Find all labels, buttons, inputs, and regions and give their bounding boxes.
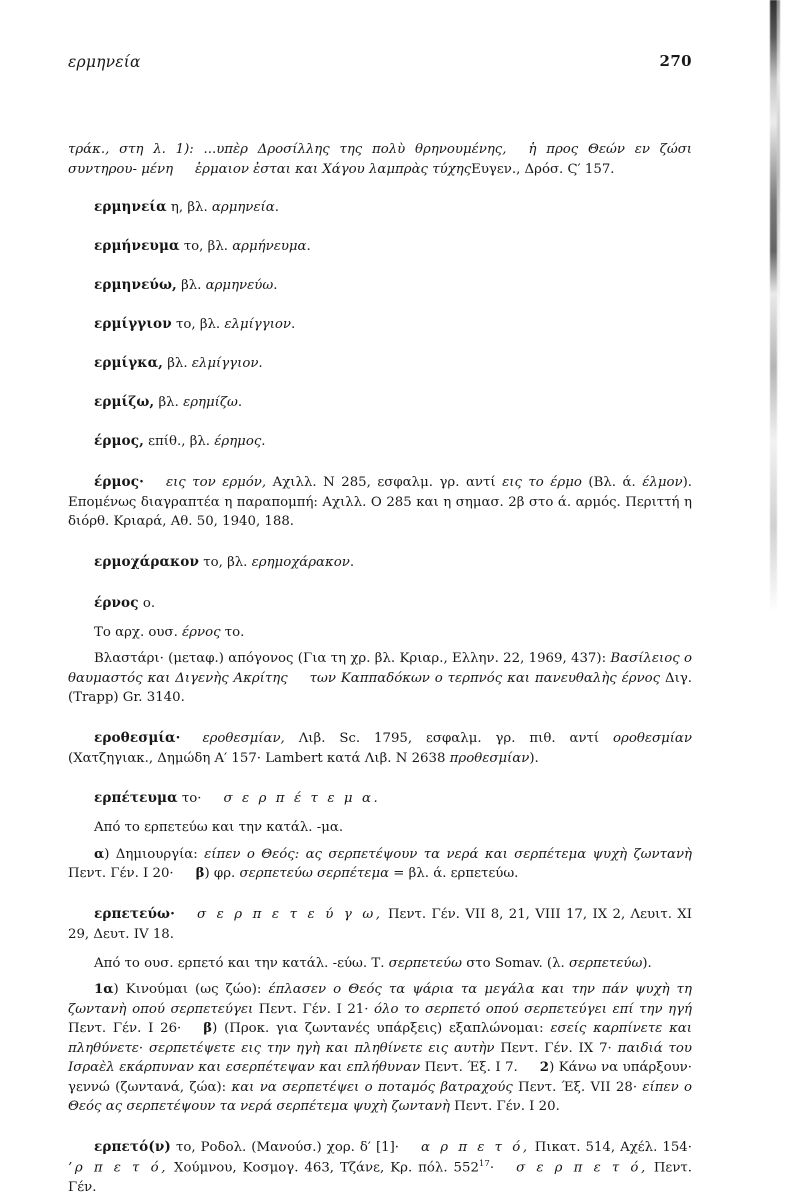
erpetevma-etymology (68, 818, 692, 838)
source-reference: Πεντ. Γέν. Ι 26· (68, 1021, 182, 1037)
cross-reference: αρμηνεύω (205, 278, 274, 293)
quotation: και να σερπετέψει ο ποταμός βατραχούς (231, 1079, 513, 1095)
definition-text: Βλαστάρι· (μεταφ.) απόγονος (Για τη χρ. βλ. Κριαρ., Ελλην. 22, 1969, 437): (94, 651, 611, 667)
cross-reference: ερημίζω (183, 394, 238, 410)
sense-2-text: ) Κάνω να υπάρξουν· γεννώ (ζωντανά, ζώα): (68, 1060, 692, 1095)
quotation: Βασίλειος ο θαυμαστός και Διγενὴς Ακρίτης (68, 651, 692, 686)
etymology-text: Από το ουσ. ερπετό και την κατάλ. -εύω. Τ. (94, 955, 389, 971)
lemma: εροθεσμία· (94, 729, 181, 746)
sense-marker-b: β (195, 866, 205, 882)
sense-marker-1b: β (203, 1021, 213, 1037)
erpetevo-senses (68, 980, 692, 1117)
variant-form: σερπετεύω (388, 955, 462, 971)
spaced-variant-1: α ρ π ε τ ό, (421, 1139, 530, 1155)
entry-ermiggion (68, 315, 692, 335)
intro-line-1-cont: ἡ προς Θεών εν ζώσι συντηρου- (68, 142, 693, 177)
running-head-word: ερμηνεία (68, 53, 141, 71)
ernos-definition (68, 649, 692, 708)
parenthetical-close: ). (682, 474, 692, 490)
sense-b-reference: = βλ. ά. ερπετεύω. (389, 866, 519, 882)
source-reference: Διγ. (Trapp) Gr. 3140. (68, 670, 692, 706)
lemma: ερπετεύω· (94, 906, 175, 922)
etymon: έρνος (182, 624, 221, 640)
phrase-quotation: σερπετεύω σερπέτεμα (239, 866, 390, 882)
cross-reference: έλμον (642, 474, 683, 490)
sense-marker-2: 2 (539, 1060, 550, 1076)
source-reference-end: · (489, 1160, 495, 1176)
source-reference: Χούμνου, Κοσμογ. 463, Τζάνε, Κρ. πόλ. 552 (168, 1160, 479, 1176)
etymology-tail: ). (642, 955, 652, 971)
intro-paragraph (68, 140, 692, 179)
page-content (68, 0, 692, 1197)
etymology-text-2: στο Somav. (λ. (461, 955, 569, 971)
entry-body: ο. (142, 595, 156, 611)
spaced-variant-3: σ ε ρ π ε τ ό, (516, 1160, 648, 1176)
entry-ermos (68, 473, 692, 532)
editorial-note: Επομένως διαγραπτέα η παραπομπή: Αχιλλ. Ο 285 και η σημασ. 2β στο ά. αρμός. Περιττή η διόρθ. Κριαρά, Αθ. 50, 1940, 188. (68, 494, 692, 530)
entry-tail: . (274, 200, 279, 216)
intro-line-2-b: ἑρμαιον ἐσται και Χάγου λαμπρὰς τύχης (195, 161, 472, 177)
quotation: οροθεσμίαν (613, 730, 692, 746)
quotation: εις το έρμο (502, 474, 582, 490)
cross-reference: αρμήνευμα (232, 239, 307, 255)
running-head (68, 0, 692, 98)
sense-marker-a: α (94, 846, 105, 862)
lemma: ερμίγκα, (94, 354, 163, 371)
entry-tail: . (273, 278, 278, 293)
spaced-variant: σ ε ρ π ε τ ε ύ γ ω, (196, 907, 383, 922)
lemma: ερμίζω, (94, 393, 155, 410)
lemma: έρμος· (94, 473, 144, 490)
intro-line-2-a: μένη (141, 161, 174, 177)
source-reference: Πεντ. Έξ. VII 28· (512, 1079, 643, 1095)
entry-ernos (68, 594, 692, 614)
entry-body: επίθ., βλ. (143, 433, 215, 449)
lemma: ερμηνεύω, (94, 277, 177, 293)
etymology-tail: το. (220, 624, 245, 640)
quotation: εροθεσμίαν, (202, 730, 285, 746)
etymology-text: Από το ερπετεύω και την κατάλ. -μα. (94, 820, 344, 836)
source-reference: Πεντ. Έξ. Ι 7. (420, 1060, 518, 1076)
page-number: 270 (659, 52, 692, 70)
lemma: ερπετό(ν) (94, 1138, 171, 1155)
entry-body: βλ. (176, 278, 206, 293)
source-reference: Πεντ. Γέν. VII 8, 21, VIII 17, IX 2, Λευιτ. XI 29, Δευτ. IV 18. (68, 907, 692, 942)
cross-reference: ελμίγγιον (191, 355, 259, 371)
source-reference: Πεντ. Γέν. Ι 20· (68, 866, 174, 882)
etymology-text: Το αρχ. ουσ. (94, 624, 183, 640)
entry-erpetevma (68, 789, 692, 809)
entry-ermigka (68, 354, 692, 374)
intro-line-1: τράκ., στη λ. 1): ...υπὲρ Δροσίλλης της πολὺ θρηνουμένης, (68, 142, 507, 157)
entry-erpeton (68, 1138, 692, 1197)
source-reference: Πεντ. Γέν. ΙΧ 7· (494, 1040, 618, 1056)
erpetevo-etymology (68, 954, 692, 974)
source-reference: Πεντ. Γέν. (68, 1160, 692, 1195)
entry-ermineuma (68, 237, 692, 257)
source-reference: Αχιλλ. Ν 285, εσφαλμ. γρ. αντί (266, 474, 503, 490)
sense-marker-1a: 1α (94, 982, 114, 998)
quotation: παιδιά του Ισραὲλ εκάρπυναν και εσερπέτεψαν και επλήθυναν (68, 1040, 692, 1076)
source-reference: Πεντ. Γέν. Ι 20. (449, 1099, 560, 1115)
cross-reference: ερημοχάρακον (251, 554, 350, 570)
entry-ermineia (68, 198, 692, 218)
entry-tail: . (291, 316, 296, 332)
entry-ermineuo (68, 276, 692, 296)
entry-ermizo (68, 393, 692, 413)
spaced-variant: σ ε ρ π έ τ ε μ α. (223, 791, 381, 807)
quotation-cont: των Καππαδόκων ο τερπνός και πανευθαλὴς έρνος (309, 670, 661, 686)
source-reference: Λιβ. Sc. 1795, εσφαλμ. γρ. πιθ. αντί (284, 730, 614, 746)
entry-tail: . (349, 554, 355, 570)
source-reference: Πικατ. 514, Αχέλ. 154· (529, 1139, 692, 1155)
erpetevma-senses (68, 845, 692, 884)
lemma: ερμοχάρακον (94, 553, 200, 570)
entry-ermocharakon (68, 553, 692, 573)
ernos-etymology (68, 623, 692, 643)
quotation: εσείς καρπίνετε και πληθύνετε· σερπετέψετε εις την ηγὴ και πληθίνετε εις αυτὴν (68, 1021, 692, 1056)
cross-reference: αρμηνεία (211, 200, 275, 216)
lemma: έρμος, (94, 432, 144, 449)
quotation: είπεν ο Θεός ας σερπετέψουν τα νερά σερπέτεμα ψυχὴ ζωντανὴ (68, 1079, 693, 1115)
source-reference: (Χατζηγιακ., Δημώδη Α′ 157· Lambert κατά Λιβ. Ν 2638 (68, 750, 450, 766)
entry-tail: . (261, 433, 266, 449)
sense-b-text: ) φρ. (204, 866, 240, 882)
entry-erpetevo (68, 905, 692, 945)
source-reference: Πεντ. Γέν. Ι 21· (253, 1001, 375, 1017)
entry-tail: . (306, 239, 311, 255)
quotation: όλο το σερπετό οπού σερπετεύγει επί την ηγή (374, 1001, 692, 1017)
variant-form: σερπετεύω (568, 955, 643, 971)
lemma: ερμήνευμα (94, 238, 180, 255)
intro-line-2-c: Ευγεν., Δρόσ. Ϛ′ 157. (471, 161, 615, 177)
entry-erothesmia (68, 729, 692, 769)
entry-body: το· (181, 791, 202, 807)
sense-a-text: ) Δημιουργία: (104, 846, 205, 862)
entry-tail: . (258, 355, 263, 371)
scan-edge-artifact-secondary (777, 0, 780, 430)
entry-body: το, βλ. (203, 554, 252, 570)
quotation: εις τον ερμόν, (165, 474, 267, 490)
source-reference: ). (529, 750, 539, 766)
lemma: έρνος (94, 594, 139, 611)
entry-body: το, βλ. (183, 239, 233, 255)
quotation: έπλασεν ο Θεός τα ψάρια τα μεγάλα και την πάν ψυχὴ τη ζωντανὴ οπού σερπετεύγει (68, 982, 692, 1017)
sense-1b-text: ) (Προκ. για ζωντανές υπάρξεις) εξαπλώνομαι: (212, 1021, 551, 1037)
cross-reference: έρημος (214, 433, 262, 449)
entry-ermos-adj (68, 432, 692, 452)
entry-body: το, βλ. (176, 316, 225, 332)
spaced-variant-2: ’ρ π ε τ ό, (68, 1160, 169, 1176)
cross-reference: ελμίγγιον (224, 316, 292, 332)
entry-body: βλ. (163, 355, 192, 371)
entry-body: η, βλ. (170, 200, 212, 216)
footnote-marker: 17 (478, 1158, 490, 1169)
lemma: ερπέτευμα (94, 790, 178, 807)
lemma: ερμίγγιον (94, 315, 172, 332)
parenthetical: (Βλ. ά. (581, 474, 643, 490)
entry-tail: . (237, 394, 243, 410)
scan-edge-artifact (770, 0, 777, 612)
quotation: είπεν ο Θεός: ας σερπετέψουν τα νερά και σερπέτεμα ψυχὴ ζωντανὴ (204, 846, 692, 862)
quotation: προθεσμίαν (449, 750, 530, 766)
entry-body: το, Ροδολ. (Μανούσ.) χορ. δ′ [1]· (175, 1139, 400, 1155)
sense-1a-text: ) Κινούμαι (ως ζώο): (113, 982, 269, 998)
entry-body: βλ. (154, 394, 184, 410)
lemma: ερμηνεία (94, 199, 167, 216)
